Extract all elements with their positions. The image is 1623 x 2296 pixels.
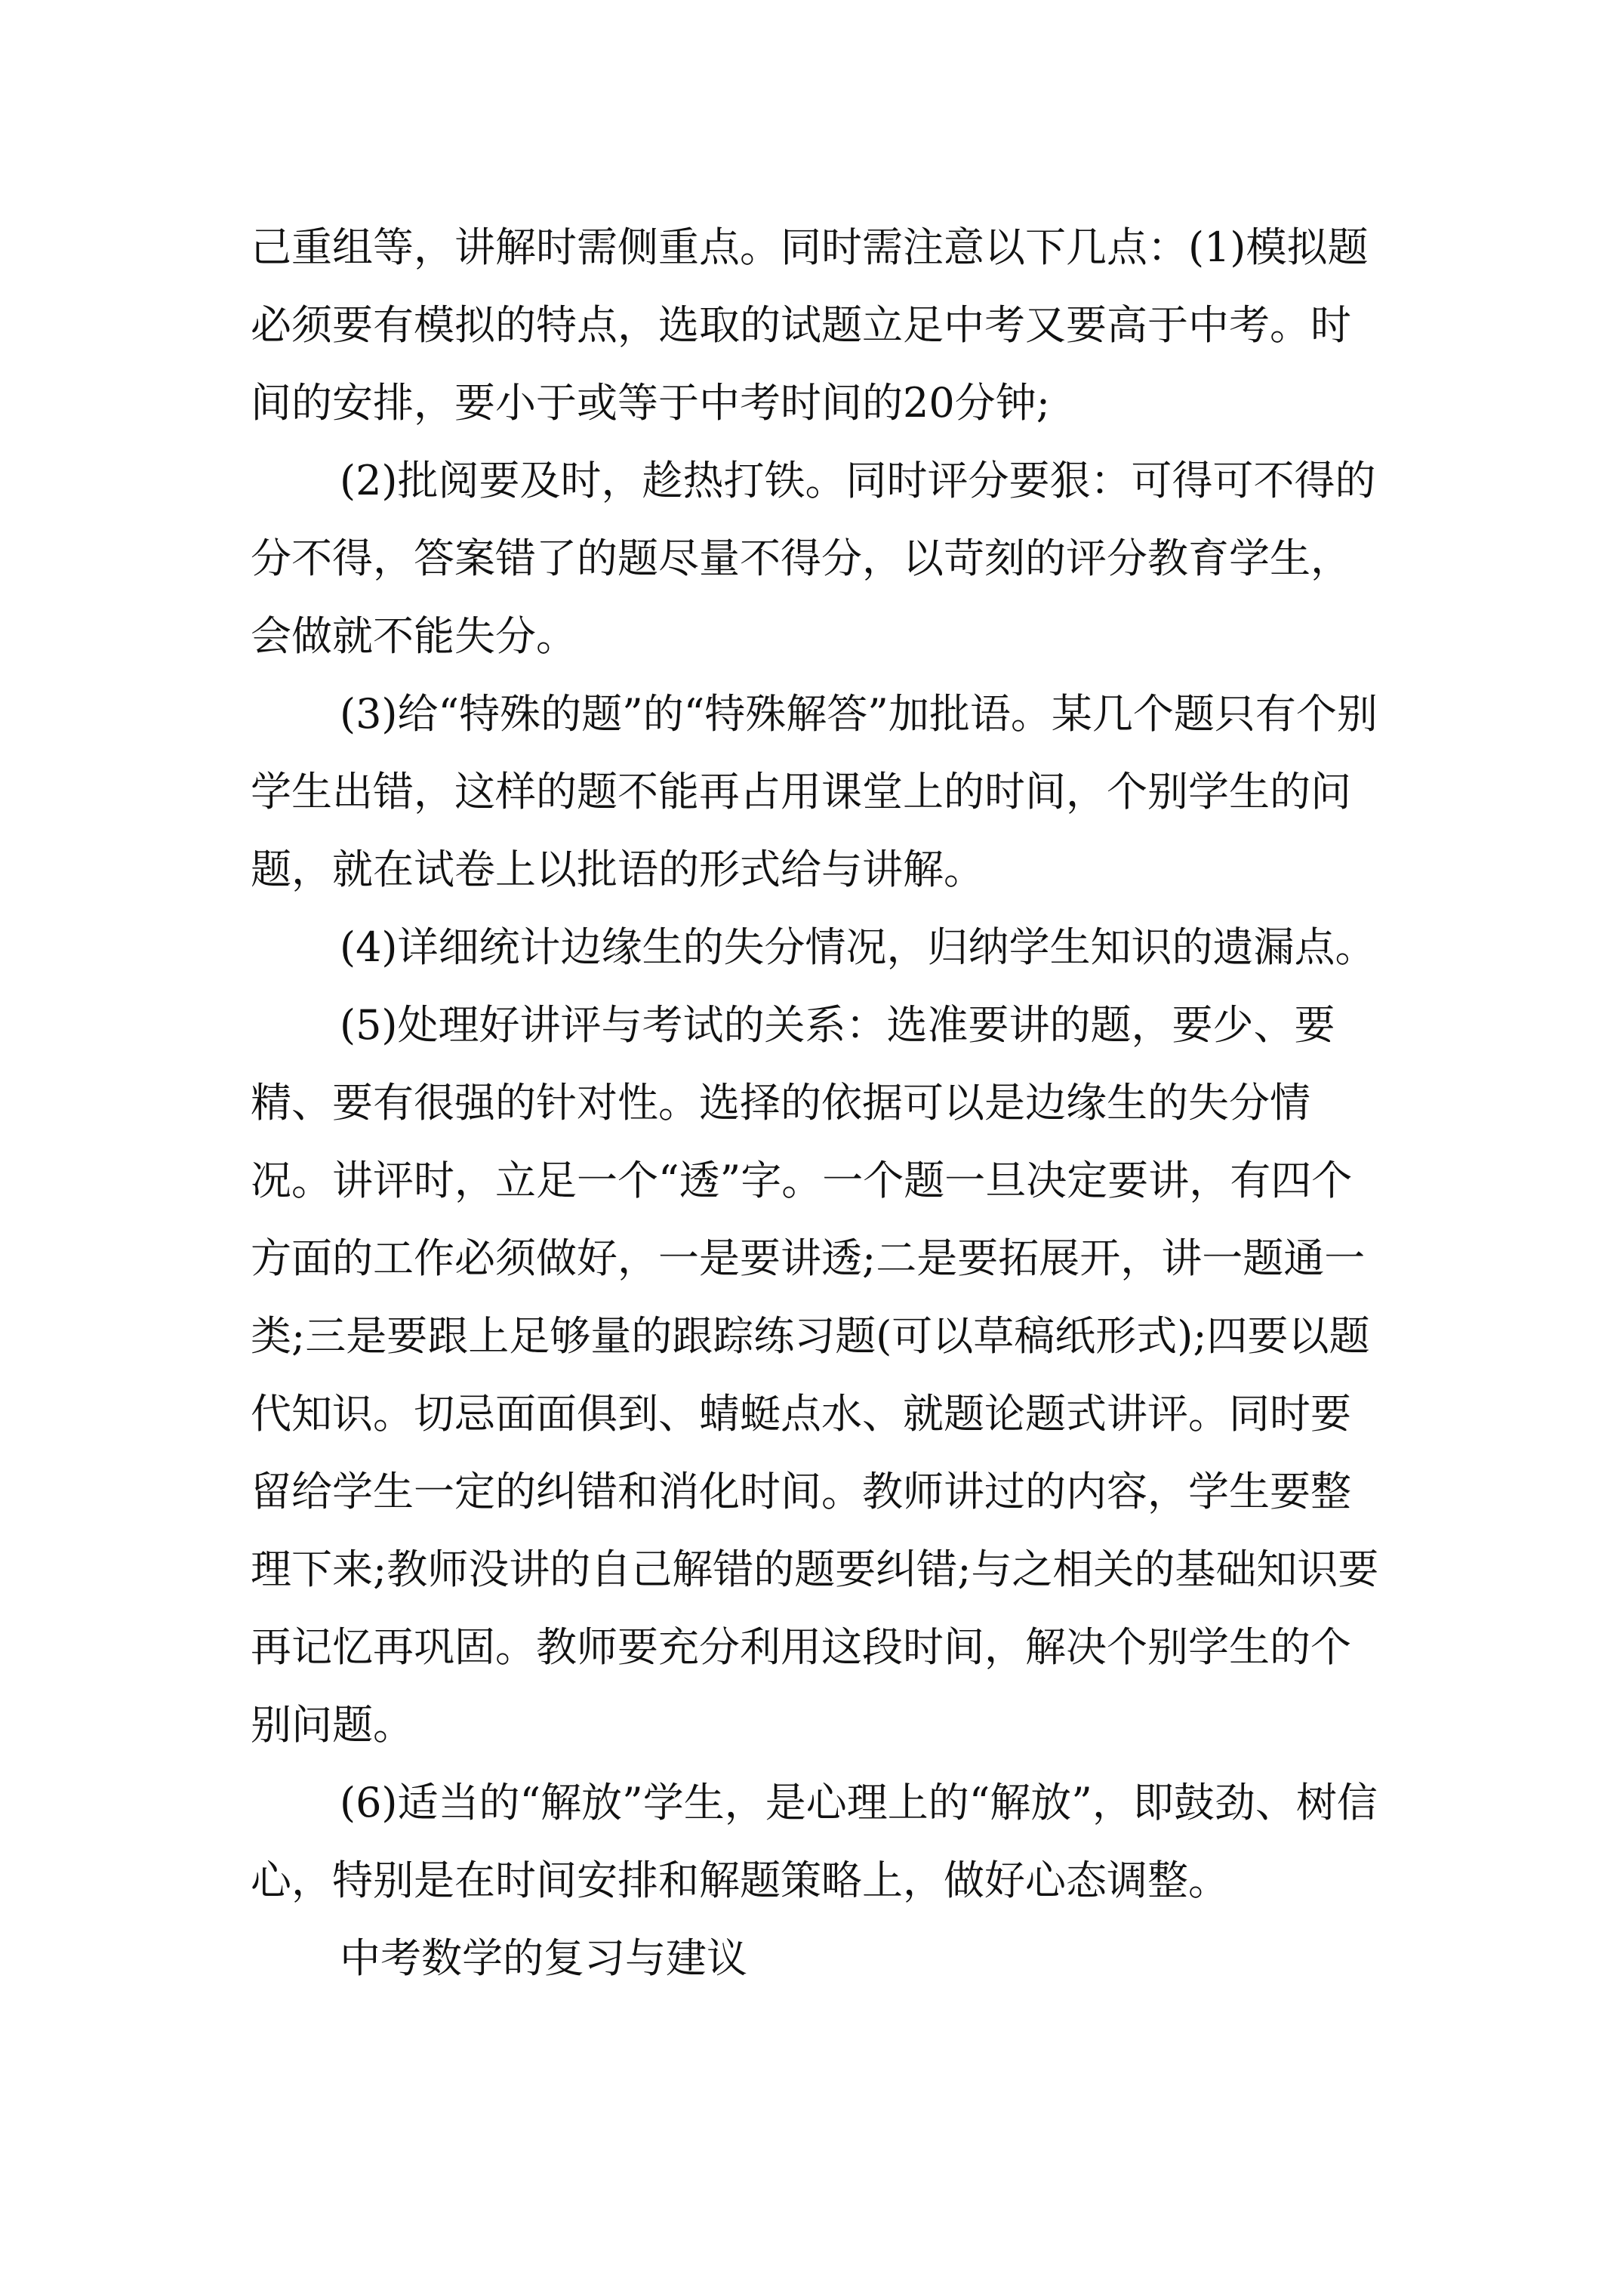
section-heading: 中考数学的复习与建议 xyxy=(340,1934,747,1982)
paragraph-item-2: (2)批阅要及时，趁热打铁。同时评分要狠：可得可不得的分不得，答案错了的题尽量不得分，以苛刻的评分教育学生，会做就不能失分。 xyxy=(251,457,1376,660)
paragraph-item-6: (6)适当的“解放”学生，是心理上的“解放”，即鼓劲、树信心，特别是在时间安排和解题策略上，做好心态调整。 xyxy=(251,1779,1378,1904)
paragraph-continuation: 己重组等，讲解时需侧重点。同时需注意以下几点：(1)模拟题必须要有模拟的特点，选取的试题立足中考又要高于中考。时间的安排，要小于或等于中考时间的20分钟; xyxy=(251,223,1369,427)
paragraph-item-4: (4)详细统计边缘生的失分情况，归纳学生知识的遗漏点。 xyxy=(340,923,1376,971)
paragraph-item-3: (3)给“特殊的题”的“特殊解答”加批语。某几个题只有个别学生出错，这样的题不能再占用课堂上的时间，个别学生的问题，就在试卷上以批语的形式给与讲解。 xyxy=(251,690,1378,893)
paragraph-item-5: (5)处理好讲评与考试的关系：选准要讲的题，要少、要精、要有很强的针对性。选择的依据可以是边缘生的失分情况。讲评时，立足一个“透”字。一个题一旦决定要讲，有四个方面的工作必须做好，一是要讲透;二是要拓展开，讲一题通一类;三是要跟上足够量的跟踪练习题(可以草稿纸形式);四要以题代知识。切忌面面俱到、蜻蜓点水、就题论题式讲评。同时要留给学生一定的纠错和消化时间。教师讲过的内容，学生要整理下来;教师没讲的自己解错的题要纠错;与之相关的基础知识要再记忆再巩固。教师要充分利用这段时间，解决个别学生的个别问题。 xyxy=(251,1001,1379,1749)
document-body xyxy=(251,208,1380,1997)
